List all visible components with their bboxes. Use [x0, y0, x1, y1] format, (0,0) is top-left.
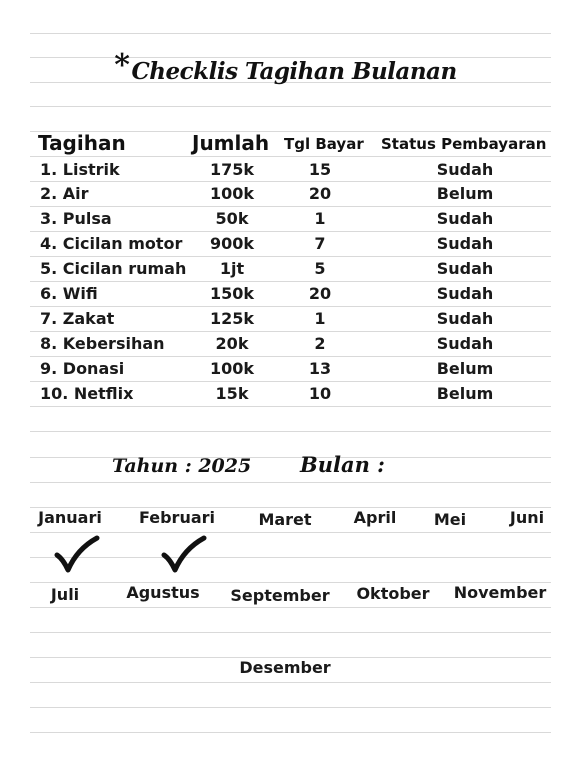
- bill-status: Belum: [436, 359, 494, 378]
- bill-name: 5. Cicilan rumah: [40, 259, 187, 278]
- month-september: September: [230, 586, 330, 605]
- bill-amount: 15k: [215, 384, 249, 403]
- bill-name: 2. Air: [40, 184, 89, 203]
- bill-name: 7. Zakat: [40, 309, 115, 328]
- bill-pay-date: 1: [314, 309, 326, 328]
- bill-name: 6. Wifi: [40, 284, 98, 303]
- ruled-line: [30, 356, 551, 357]
- title-text: Checklis Tagihan Bulanan: [131, 58, 457, 85]
- month-juli: Juli: [50, 585, 80, 604]
- bill-amount: 50k: [215, 209, 249, 228]
- month-april: April: [353, 508, 397, 527]
- ruled-line: [30, 206, 551, 207]
- bill-amount: 100k: [209, 359, 255, 378]
- bill-name: 4. Cicilan motor: [40, 234, 183, 253]
- bill-name: 3. Pulsa: [40, 209, 112, 228]
- ruled-line: [30, 482, 551, 483]
- bill-amount: 125k: [209, 309, 255, 328]
- ruled-line: [30, 281, 551, 282]
- header-bill: Tagihan: [38, 131, 126, 155]
- ruled-line: [30, 381, 551, 382]
- month-oktober: Oktober: [356, 584, 430, 603]
- bill-name: 1. Listrik: [40, 160, 120, 179]
- month-juni: Juni: [509, 508, 545, 527]
- page-title: [0, 48, 571, 85]
- bill-name: 9. Donasi: [40, 359, 125, 378]
- month-januari: Januari: [38, 508, 102, 527]
- month-februari: Februari: [138, 508, 216, 527]
- month-mei: Mei: [433, 510, 467, 529]
- ruled-line: [30, 457, 551, 458]
- ruled-line: [30, 106, 551, 107]
- bill-amount: 20k: [215, 334, 249, 353]
- bill-pay-date: 20: [308, 184, 332, 203]
- checkmark-icon: [160, 535, 208, 575]
- month-november: November: [453, 583, 547, 602]
- bill-status: Sudah: [436, 334, 494, 353]
- bill-pay-date: 13: [308, 359, 332, 378]
- ruled-line: [30, 632, 551, 633]
- bill-pay-date: 15: [308, 160, 332, 179]
- month-desember: Desember: [239, 658, 331, 677]
- checkmark-icon: [53, 535, 101, 575]
- bill-amount: 150k: [209, 284, 255, 303]
- bill-amount: 100k: [209, 184, 255, 203]
- ruled-line: [30, 181, 551, 182]
- ruled-line: [30, 406, 551, 407]
- ruled-line: [30, 33, 551, 34]
- ruled-line: [30, 431, 551, 432]
- month-label: Bulan :: [300, 452, 385, 477]
- year-label: Tahun : 2025: [112, 455, 252, 477]
- bill-status: Belum: [436, 184, 494, 203]
- bill-pay-date: 1: [314, 209, 326, 228]
- header-amount: Jumlah: [192, 131, 270, 155]
- bill-status: Sudah: [436, 309, 494, 328]
- bill-name: 10. Netflix: [40, 384, 134, 403]
- ruled-line: [30, 532, 551, 533]
- ruled-line: [30, 331, 551, 332]
- ruled-line: [30, 732, 551, 733]
- bill-pay-date: 2: [314, 334, 326, 353]
- ruled-line: [30, 231, 551, 232]
- bill-pay-date: 20: [308, 284, 332, 303]
- bill-status: Sudah: [436, 160, 494, 179]
- header-pay-date: Tgl Bayar: [284, 135, 364, 153]
- ruled-line: [30, 306, 551, 307]
- ruled-line: [30, 256, 551, 257]
- header-status: Status Pembayaran: [381, 135, 547, 153]
- bill-amount: 1jt: [219, 259, 245, 278]
- bill-status: Sudah: [436, 259, 494, 278]
- ruled-line: [30, 156, 551, 157]
- month-maret: Maret: [258, 510, 312, 529]
- title-star: *: [114, 48, 130, 83]
- ruled-line: [30, 607, 551, 608]
- bill-pay-date: 10: [308, 384, 332, 403]
- month-agustus: Agustus: [126, 583, 200, 602]
- bill-pay-date: 7: [314, 234, 326, 253]
- bill-amount: 175k: [209, 160, 255, 179]
- bill-status: Belum: [436, 384, 494, 403]
- ruled-line: [30, 682, 551, 683]
- bill-pay-date: 5: [314, 259, 326, 278]
- ruled-line: [30, 557, 551, 558]
- bill-status: Sudah: [436, 209, 494, 228]
- bill-name: 8. Kebersihan: [40, 334, 165, 353]
- ruled-line: [30, 707, 551, 708]
- bill-status: Sudah: [436, 284, 494, 303]
- bill-status: Sudah: [436, 234, 494, 253]
- bill-amount: 900k: [209, 234, 255, 253]
